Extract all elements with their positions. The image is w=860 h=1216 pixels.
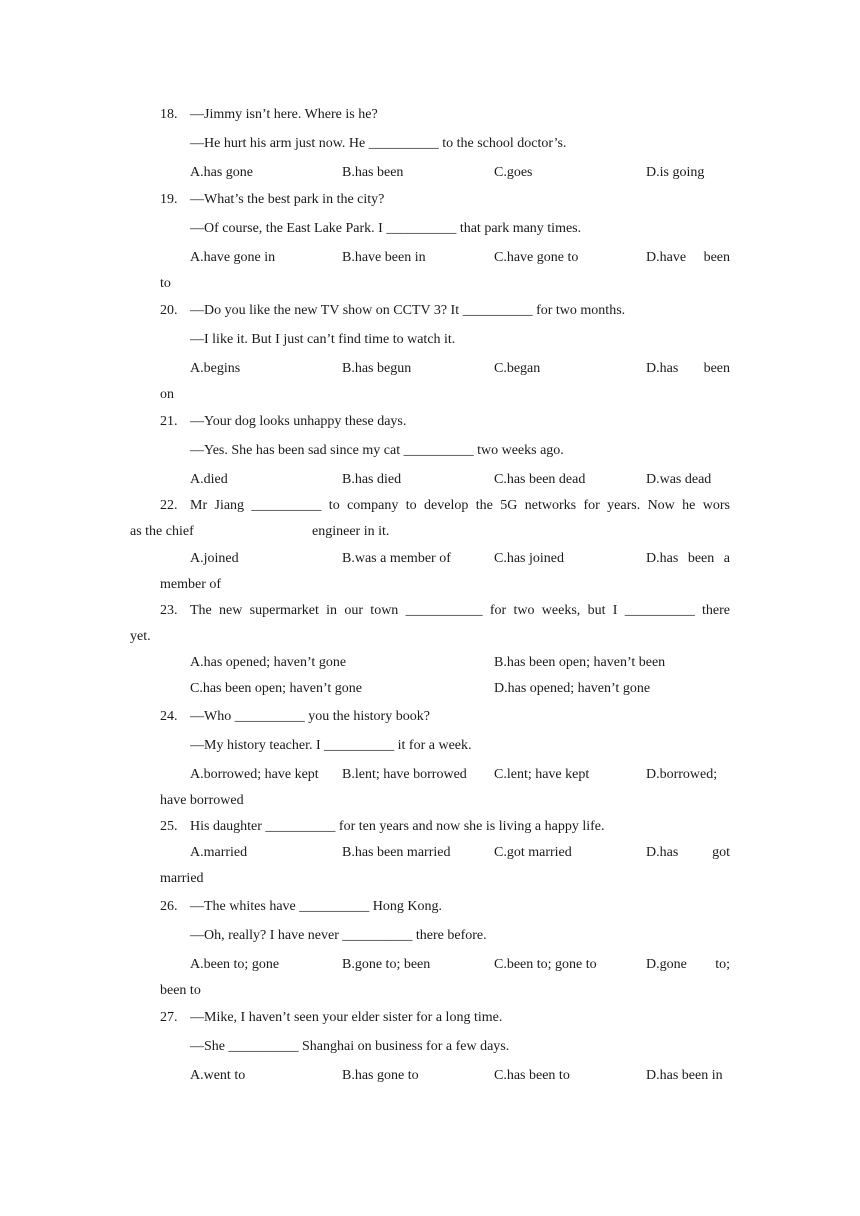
continuation-text: as the chief — [130, 524, 194, 539]
question-text: The new supermarket in our town ___________ for two weeks, but I __________ there — [190, 603, 730, 618]
option-b: B.has gone to — [342, 1068, 419, 1083]
question-number: 23. — [160, 603, 178, 618]
answer-text: —My history teacher. I __________ it for a week. — [190, 738, 472, 753]
answer-text: —I like it. But I just can’t find time to watch it. — [190, 332, 456, 347]
continuation-text: engineer in it. — [312, 524, 390, 539]
option-d-part: got — [712, 845, 730, 860]
question-number: 26. — [160, 899, 178, 914]
question-text: —Mike, I haven’t seen your elder sister for a long time. — [190, 1010, 503, 1025]
option-b: B.has begun — [342, 361, 412, 376]
option-d — [646, 360, 730, 378]
option-d-part: a — [723, 551, 730, 566]
option-c: C.got married — [494, 845, 572, 860]
option-d — [646, 550, 730, 568]
option-d: D.has been in — [646, 1068, 723, 1083]
option-d-part: D.has — [646, 551, 679, 566]
continuation-text: been to — [160, 983, 201, 998]
question-number: 20. — [160, 303, 178, 318]
option-a: A.went to — [190, 1068, 246, 1083]
continuation-text: on — [160, 387, 174, 402]
option-a: A.begins — [190, 361, 241, 376]
option-a: A.has opened; haven’t gone — [190, 655, 347, 670]
option-b: B.have been in — [342, 250, 426, 265]
question-number: 24. — [160, 709, 178, 724]
continuation-text: to — [160, 276, 171, 291]
question-number: 18. — [160, 107, 178, 122]
option-c: C.been to; gone to — [494, 957, 597, 972]
option-c: C.began — [494, 361, 541, 376]
option-c: C.has been dead — [494, 472, 586, 487]
question-text: —Jimmy isn’t here. Where is he? — [190, 107, 378, 122]
option-d-part: D.has — [646, 361, 679, 376]
question-text: —What’s the best park in the city? — [190, 192, 385, 207]
answer-text: —Yes. She has been sad since my cat __________ two weeks ago. — [190, 443, 564, 458]
option-c: C.have gone to — [494, 250, 579, 265]
option-d: D.is going — [646, 165, 705, 180]
answer-text: —She __________ Shanghai on business for a few days. — [190, 1039, 510, 1054]
option-d: D.has opened; haven’t gone — [494, 681, 651, 696]
question-number: 27. — [160, 1010, 178, 1025]
question-text: —Do you like the new TV show on CCTV 3? It __________ for two months. — [190, 303, 626, 318]
option-a: A.married — [190, 845, 248, 860]
option-b: B.was a member of — [342, 551, 451, 566]
question-text: Mr Jiang __________ to company to develop the 5G networks for years. Now he wors — [190, 498, 730, 513]
option-d: D.borrowed; — [646, 767, 718, 782]
continuation-text: yet. — [130, 629, 151, 644]
continuation-text: married — [160, 871, 204, 886]
option-d-part: to; — [715, 957, 730, 972]
option-d-part: been — [687, 551, 715, 566]
answer-text: —Of course, the East Lake Park. I __________ that park many times. — [190, 221, 582, 236]
question-text: —Who __________ you the history book? — [190, 709, 430, 724]
option-b: B.gone to; been — [342, 957, 431, 972]
option-a: A.died — [190, 472, 228, 487]
option-c: C.goes — [494, 165, 533, 180]
option-b: B.has been open; haven’t been — [494, 655, 666, 670]
option-a: A.borrowed; have kept — [190, 767, 319, 782]
option-b: B.lent; have borrowed — [342, 767, 467, 782]
option-d-part: D.has — [646, 845, 679, 860]
question-text: His daughter __________ for ten years and now she is living a happy life. — [190, 819, 605, 834]
option-d — [646, 956, 730, 974]
option-d-part: been — [703, 361, 730, 376]
question-number: 19. — [160, 192, 178, 207]
option-a: A.have gone in — [190, 250, 276, 265]
option-d-part: D.gone — [646, 957, 687, 972]
question-text: —Your dog looks unhappy these days. — [190, 414, 407, 429]
continuation-text: member of — [160, 577, 222, 592]
question-number: 21. — [160, 414, 178, 429]
question-number: 22. — [160, 498, 178, 513]
option-a: A.been to; gone — [190, 957, 280, 972]
answer-text: —Oh, really? I have never __________ there before. — [190, 928, 487, 943]
option-c: C.has been open; haven’t gone — [190, 681, 362, 696]
answer-text: —He hurt his arm just now. He __________ to the school doctor’s. — [190, 136, 567, 151]
option-a: A.joined — [190, 551, 239, 566]
option-d — [646, 844, 730, 862]
option-c: C.has been to — [494, 1068, 570, 1083]
option-c: C.has joined — [494, 551, 564, 566]
question-text: —The whites have __________ Hong Kong. — [190, 899, 442, 914]
continuation-text: have borrowed — [160, 793, 244, 808]
option-b: B.has been married — [342, 845, 451, 860]
option-d-part: D.have — [646, 250, 687, 265]
option-d — [646, 249, 730, 267]
option-d: D.was dead — [646, 472, 712, 487]
option-a: A.has gone — [190, 165, 253, 180]
option-d-part: been — [703, 250, 730, 265]
question-number: 25. — [160, 819, 178, 834]
option-b: B.has been — [342, 165, 404, 180]
option-b: B.has died — [342, 472, 402, 487]
option-c: C.lent; have kept — [494, 767, 590, 782]
